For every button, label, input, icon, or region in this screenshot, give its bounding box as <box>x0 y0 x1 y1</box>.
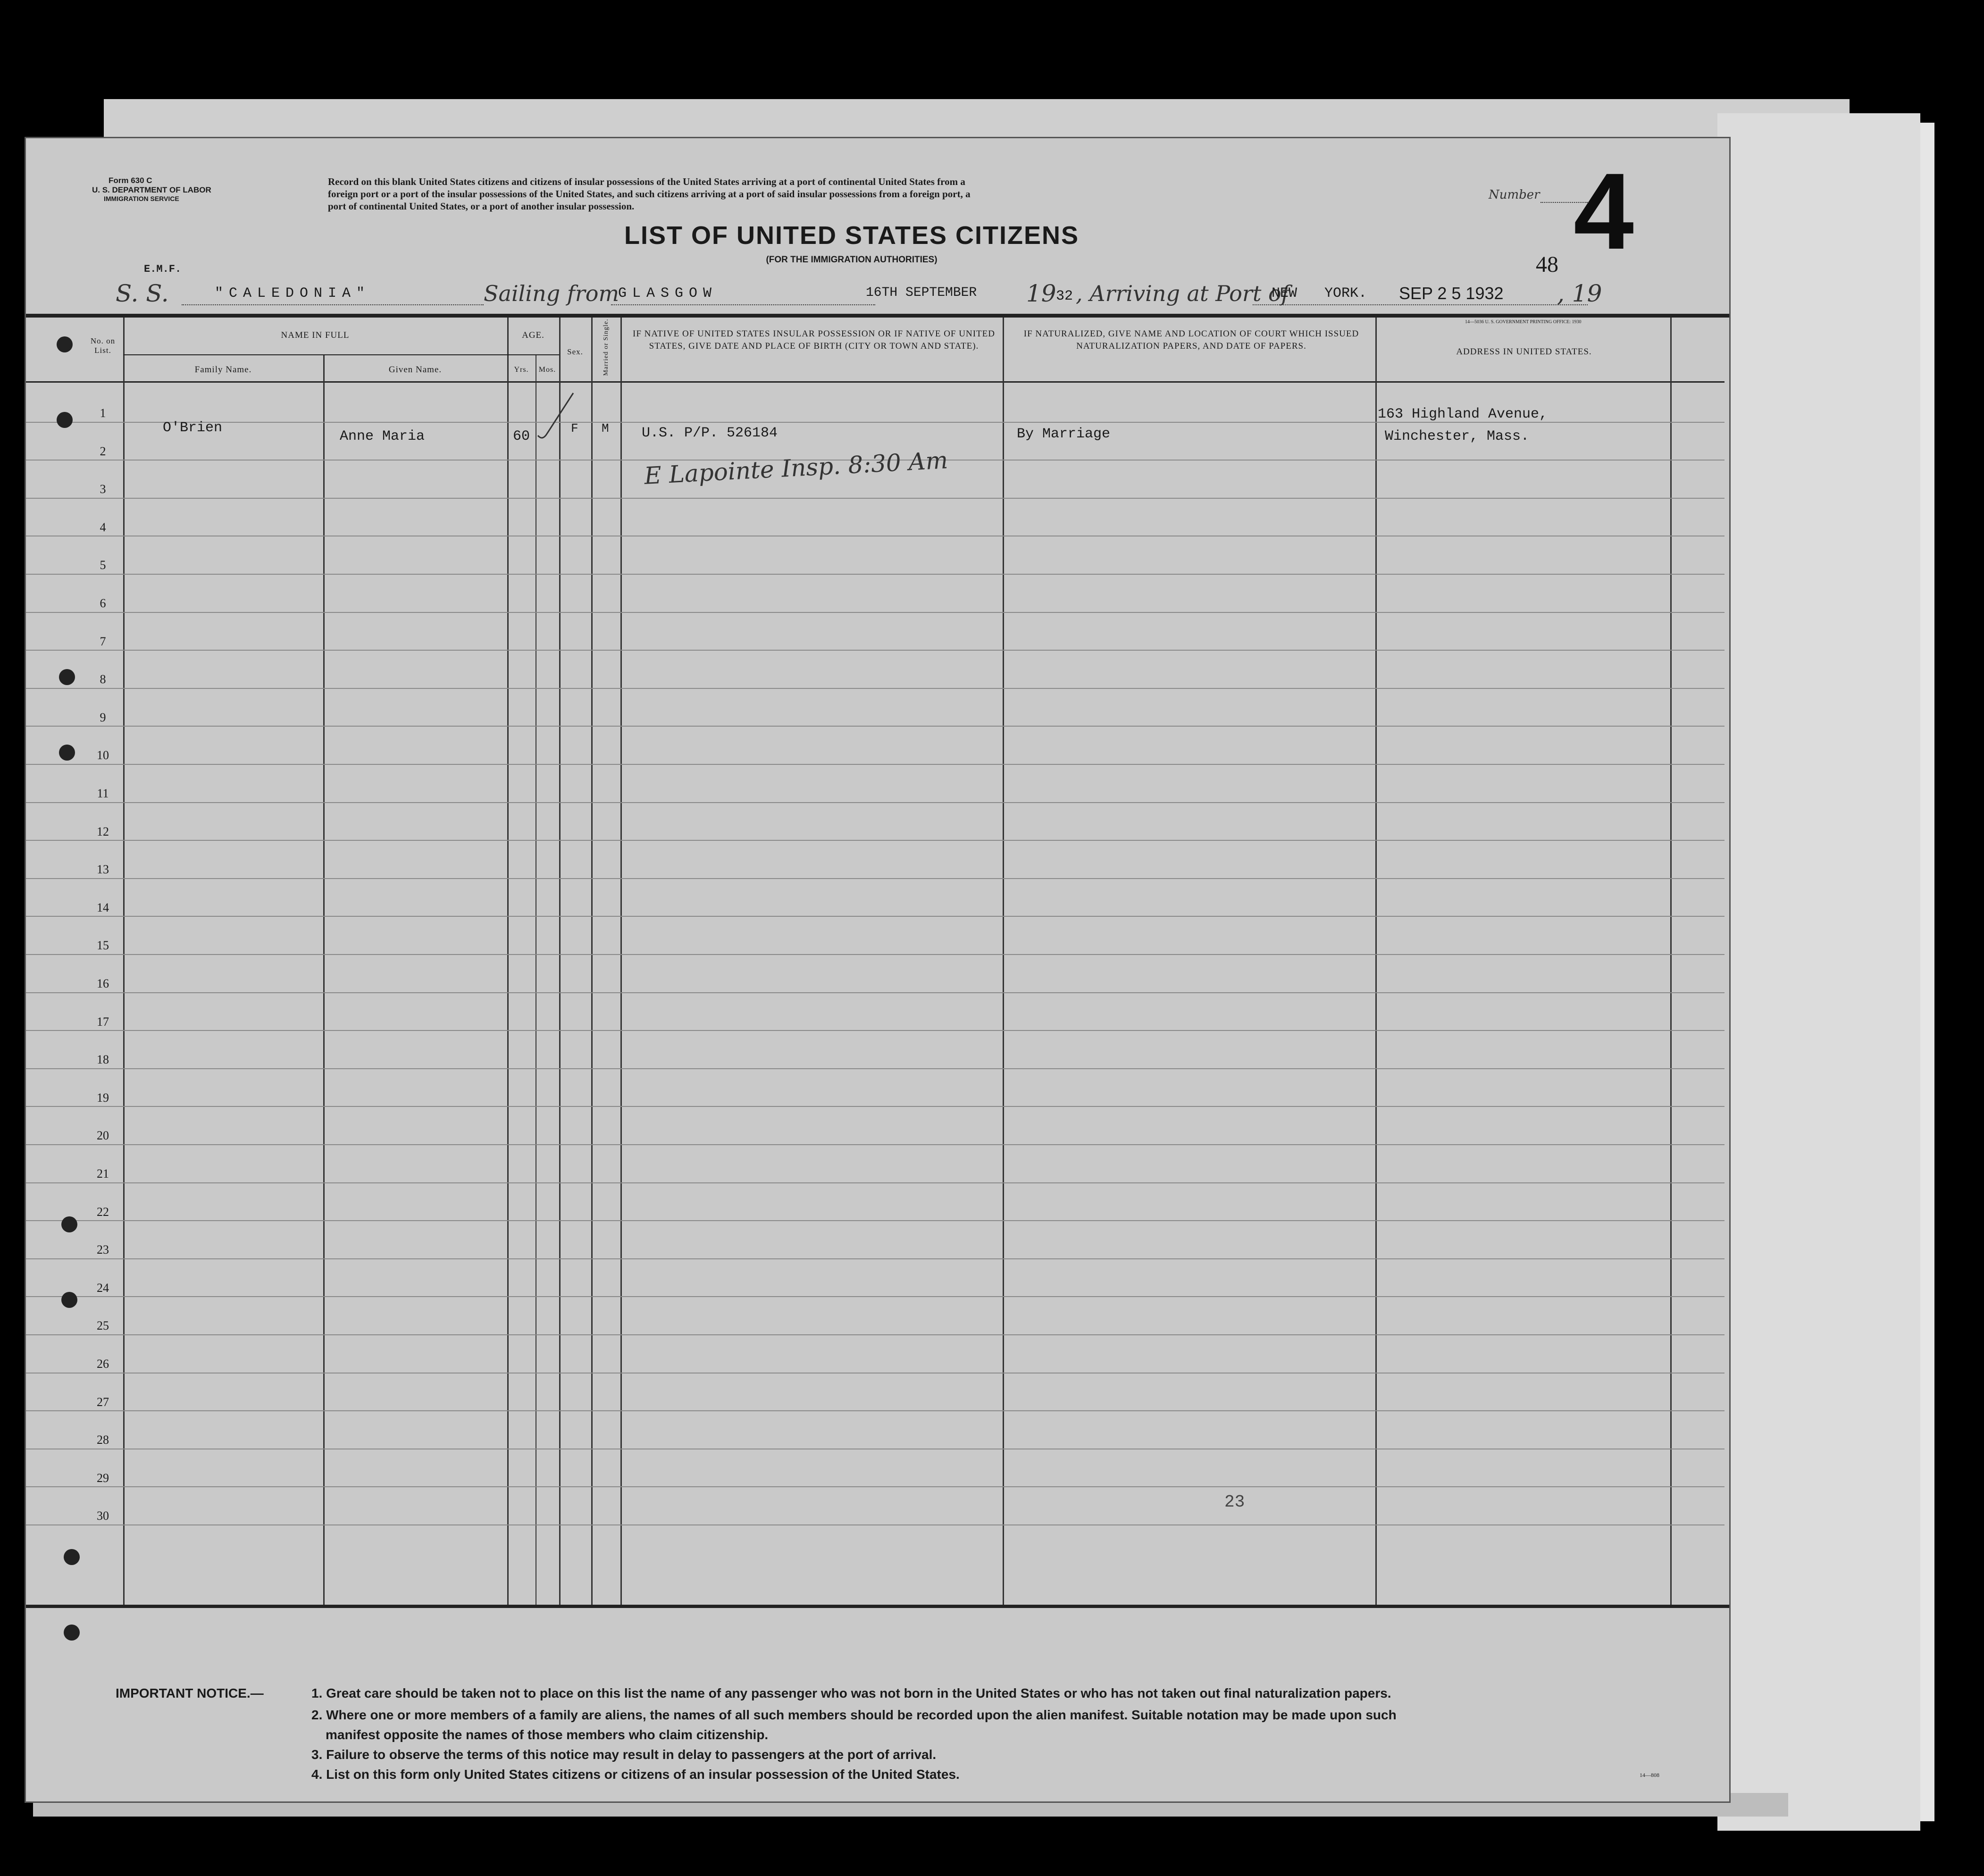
ship-underline <box>182 304 484 305</box>
arrival-date-stamp: SEP 2 5 1932 <box>1399 284 1504 303</box>
row-number: 29 <box>97 1471 109 1485</box>
row-rule <box>26 498 1724 499</box>
header-married-single: Married or Single. <box>603 318 610 376</box>
notice-item-1: 1. Great care should be taken not to place on this list the name of any passenger who was not born in the United States or who has not taken out final naturalization papers. <box>311 1686 1391 1700</box>
stamp-48: 48 <box>1536 252 1558 277</box>
row-number: 10 <box>97 748 109 762</box>
row-rule <box>26 650 1724 651</box>
row-rule <box>26 688 1724 689</box>
row-number: 17 <box>97 1015 109 1029</box>
row-rule <box>26 1334 1724 1335</box>
binder-hole <box>61 1216 77 1232</box>
entry-naturalization: By Marriage <box>1017 426 1111 442</box>
col-sep-2 <box>323 355 325 1605</box>
row-number: 28 <box>97 1433 109 1447</box>
arrival-year-prefix: , 19 <box>1557 280 1602 307</box>
instructions-line-2: foreign port or a port of the insular possessions of the United States, and such citizens arriving at a port of said insular possessions from a foreign port, a <box>328 188 971 200</box>
back-sheet-right <box>1717 113 1920 1831</box>
binder-hole <box>59 745 75 761</box>
sailing-port: GLASGOW <box>618 285 718 302</box>
year-suffix: 32 <box>1056 288 1073 304</box>
row-number: 23 <box>97 1243 109 1256</box>
entry-family-name: O'Brien <box>163 420 223 436</box>
col-sep-5 <box>559 318 561 1605</box>
arrival-underline <box>1253 304 1588 305</box>
notice-footer-code: 14—808 <box>1640 1772 1659 1778</box>
back-sheet-right-edge <box>1920 123 1934 1821</box>
back-sheet-top <box>104 99 1850 142</box>
row-rule <box>26 878 1724 879</box>
row-rule <box>26 916 1724 917</box>
header-no-on-list: No. on List. <box>90 336 116 355</box>
row-number: 26 <box>97 1357 109 1371</box>
header-native: IF NATIVE OF UNITED STATES INSULAR POSSESSION OR IF NATIVE OF UNITED STATES, GIVE DATE AND PLACE OF BIRTH (CITY OR TOWN AND STATE). <box>633 329 995 351</box>
entry-address-line-2: Winchester, Mass. <box>1385 428 1530 444</box>
name-subheader-line <box>123 354 507 355</box>
instructions-line-1: Record on this blank United States citizens and citizens of insular possessions of the United States arriving at a port of continental United States from a <box>328 176 965 187</box>
header-name-in-full: NAME IN FULL <box>281 330 350 340</box>
ss-label: S. S. <box>116 280 169 307</box>
col-sep-1 <box>123 318 125 1605</box>
inspector-signature: E Lapointe Insp. 8:30 Am <box>643 446 949 490</box>
notice-item-2b: manifest opposite the names of those members who claim citizenship. <box>326 1727 769 1742</box>
instructions-line-3: port of continental United States, or a port of another insular possession. <box>328 201 635 212</box>
row-rule <box>26 1524 1724 1525</box>
header-family-name: Family Name. <box>194 365 252 375</box>
sailing-label: Sailing from <box>484 281 619 306</box>
row-rule <box>26 1144 1724 1145</box>
row-rule <box>26 992 1724 993</box>
header-sex: Sex. <box>567 347 583 356</box>
row-number: 16 <box>97 977 109 990</box>
row-rule <box>26 1220 1724 1221</box>
row-rule <box>26 802 1724 803</box>
row-number: 24 <box>97 1281 109 1295</box>
row-number: 2 <box>100 444 106 458</box>
row-rule <box>26 954 1724 955</box>
binder-hole <box>57 336 73 352</box>
entry-marital-status: M <box>602 421 609 436</box>
row-number: 9 <box>100 711 106 724</box>
row-rule <box>26 1068 1724 1069</box>
year-prefix: 19 <box>1026 280 1056 307</box>
row-rule <box>26 1410 1724 1411</box>
notice-item-2a: 2. Where one or more members of a family are aliens, the names of all such members should be recorded upon the alien manifest. Suitable notation may be made upon such <box>311 1708 1397 1722</box>
notice-item-3: 3. Failure to observe the terms of this notice may result in delay to passengers at the port of arrival. <box>311 1747 937 1762</box>
row-number: 11 <box>97 787 109 800</box>
entry-address-line-1: 163 Highland Avenue, <box>1378 406 1548 422</box>
row-number: 27 <box>97 1395 109 1409</box>
age-subheader-line <box>507 354 559 355</box>
entry-given-name: Anne Maria <box>340 428 425 444</box>
arriving-label: , Arriving at Port of <box>1076 281 1289 306</box>
row-rule <box>26 574 1724 575</box>
col-sep-6 <box>591 318 593 1605</box>
row-rule <box>26 1030 1724 1031</box>
page-title: LIST OF UNITED STATES CITIZENS <box>624 221 1079 250</box>
row-number: 4 <box>100 520 106 534</box>
row-rule <box>26 764 1724 765</box>
row-number: 3 <box>100 482 106 496</box>
binder-hole <box>59 669 75 685</box>
row-rule <box>26 1182 1724 1183</box>
header-address: ADDRESS IN UNITED STATES. <box>1456 347 1592 357</box>
row-number: 20 <box>97 1129 109 1142</box>
emf-code: E.M.F. <box>144 263 182 275</box>
col-sep-8 <box>1003 318 1004 1605</box>
row-number: 8 <box>100 672 106 686</box>
row-number: 1 <box>100 406 106 420</box>
ship-name: "CALEDONIA" <box>215 285 371 302</box>
entry-birth-info: U.S. P/P. 526184 <box>642 425 778 441</box>
row-number: 21 <box>97 1167 109 1181</box>
row-number: 30 <box>97 1509 109 1523</box>
row-number: 6 <box>100 596 106 610</box>
row-rule <box>26 1373 1724 1374</box>
binder-hole <box>64 1625 80 1641</box>
row-rule <box>26 1258 1724 1259</box>
header-yrs: Yrs. <box>514 366 529 374</box>
notice-heading: IMPORTANT NOTICE.— <box>116 1686 264 1700</box>
row-number: 7 <box>100 635 106 648</box>
sailing-date: 16TH SEPTEMBER <box>866 285 977 300</box>
row-number: 18 <box>97 1053 109 1066</box>
row-number: 19 <box>97 1091 109 1105</box>
page-count: 23 <box>1224 1492 1245 1512</box>
notice-item-4: 4. List on this form only United States citizens or citizens of an insular possession of the United States. <box>311 1767 960 1782</box>
row-number: 13 <box>97 863 109 876</box>
age-check-mark <box>536 388 578 445</box>
row-number: 15 <box>97 938 109 952</box>
list-number: 4 <box>1574 151 1634 272</box>
header-naturalized: IF NATURALIZED, GIVE NAME AND LOCATION OF COURT WHICH ISSUED NATURALIZATION PAPERS, AND DATE OF PAPERS. <box>1023 329 1359 351</box>
manifest-page <box>25 137 1731 1803</box>
port-underline <box>611 304 875 305</box>
binder-hole <box>57 412 73 428</box>
row-number: 25 <box>97 1319 109 1332</box>
row-rule <box>26 612 1724 613</box>
page-subtitle: (FOR THE IMMIGRATION AUTHORITIES) <box>766 255 938 265</box>
binder-hole <box>61 1292 77 1308</box>
row-number: 5 <box>100 558 106 572</box>
row-number: 22 <box>97 1205 109 1219</box>
row-rule <box>26 840 1724 841</box>
department-name: U. S. DEPARTMENT OF LABOR <box>92 185 211 194</box>
table-bottom-border <box>26 1605 1729 1608</box>
printer-note: 14—5036 U. S. GOVERNMENT PRINTING OFFICE: 1930 <box>1465 319 1582 325</box>
header-mos: Mos. <box>538 366 556 374</box>
col-sep-3 <box>507 318 509 1605</box>
col-sep-10 <box>1670 318 1672 1605</box>
binder-hole <box>64 1549 80 1565</box>
row-number: 14 <box>97 901 109 914</box>
col-sep-7 <box>620 318 622 1605</box>
col-sep-9 <box>1375 318 1377 1605</box>
arriving-port: NEW YORK. <box>1272 285 1367 302</box>
row-rule <box>26 726 1724 727</box>
table-top-border <box>26 314 1729 318</box>
form-number: Form 630 C <box>109 176 152 185</box>
row-rule <box>26 1486 1724 1487</box>
header-given-name: Given Name. <box>388 365 442 375</box>
number-label: Number <box>1489 188 1540 202</box>
row-rule <box>26 1106 1724 1107</box>
row-rule <box>26 1296 1724 1297</box>
entry-age-years: 60 <box>513 428 530 444</box>
row-number: 12 <box>97 825 109 838</box>
entry-sex: F <box>571 421 578 436</box>
header-age: AGE. <box>522 330 544 340</box>
header-divider <box>26 381 1724 383</box>
service-name: IMMIGRATION SERVICE <box>104 195 179 202</box>
